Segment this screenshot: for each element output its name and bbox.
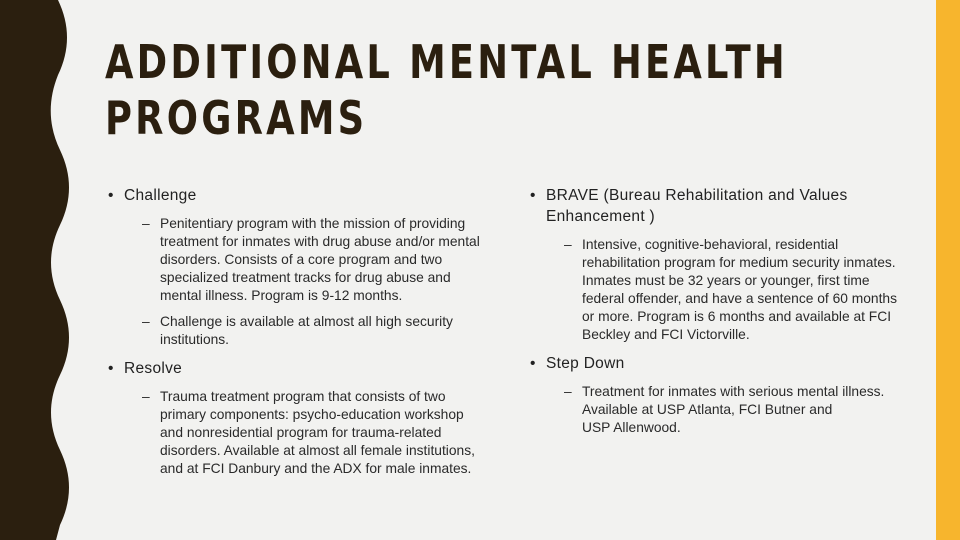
wavy-edge-shape xyxy=(0,0,80,540)
dash-icon: – xyxy=(142,314,150,329)
bullet-resolve xyxy=(108,358,488,379)
left-column xyxy=(108,185,488,478)
sub-bullet-challenge-availability xyxy=(108,313,488,349)
bullet-heading: Challenge xyxy=(124,187,197,204)
dash-icon: – xyxy=(142,389,150,404)
sub-bullet-text: Treatment for inmates with serious mental illness. Available at USP Atlanta, FCI Butner and USP Allenwood. xyxy=(582,384,892,435)
bullet-heading-rest: (Bureau Rehabilitation and Values Enhancement ) xyxy=(546,187,848,225)
sub-bullet-resolve-description xyxy=(108,388,488,478)
right-column xyxy=(530,185,900,437)
left-decorative-band xyxy=(0,0,80,540)
bullet-dot-icon: • xyxy=(108,360,114,377)
sub-bullet-text: Penitentiary program with the mission of providing treatment for inmates with drug abuse and/or mental disorders. Consists of a core program and two specialized treatment tracks for drug abuse and mental illness. Program is 9-12 months. xyxy=(160,216,480,303)
right-accent-bar xyxy=(936,0,960,540)
dash-icon: – xyxy=(142,216,150,231)
dash-icon: – xyxy=(564,237,572,252)
sub-bullet-text: Trauma treatment program that consists of two primary components: psycho-education workshop and nonresidential program for trauma-related disorders. Available at almost all female institutions, and at FCI Danbury and the ADX for male inmates. xyxy=(160,389,475,476)
bullet-heading: BRAVE xyxy=(546,187,599,204)
sub-bullet-step-down-description xyxy=(530,383,900,437)
title-line-1: ADDITIONAL MENTAL HEALTH xyxy=(105,35,788,89)
bullet-heading: Resolve xyxy=(124,360,183,377)
bullet-dot-icon: • xyxy=(530,355,536,372)
bullet-dot-icon: • xyxy=(108,187,114,204)
slide-title xyxy=(105,34,788,146)
bullet-challenge xyxy=(108,185,488,206)
sub-bullet-brave-description xyxy=(530,236,900,344)
sub-bullet-text: Intensive, cognitive-behavioral, residential rehabilitation program for medium security inmates. Inmates must be 32 years or younger, first time federal offender, and have a sentence of 60 months or more. Program is 6 months and available at FCI Beckley and FCI Victorville. xyxy=(582,237,898,342)
sub-bullet-text: Challenge is available at almost all high security institutions. xyxy=(160,314,453,347)
bullet-dot-icon: • xyxy=(530,187,536,204)
dash-icon: – xyxy=(564,384,572,399)
title-line-2: PROGRAMS xyxy=(105,91,368,145)
bullet-brave xyxy=(530,185,900,227)
bullet-heading: Step Down xyxy=(546,355,625,372)
bullet-step-down xyxy=(530,353,900,374)
sub-bullet-challenge-description xyxy=(108,215,488,305)
